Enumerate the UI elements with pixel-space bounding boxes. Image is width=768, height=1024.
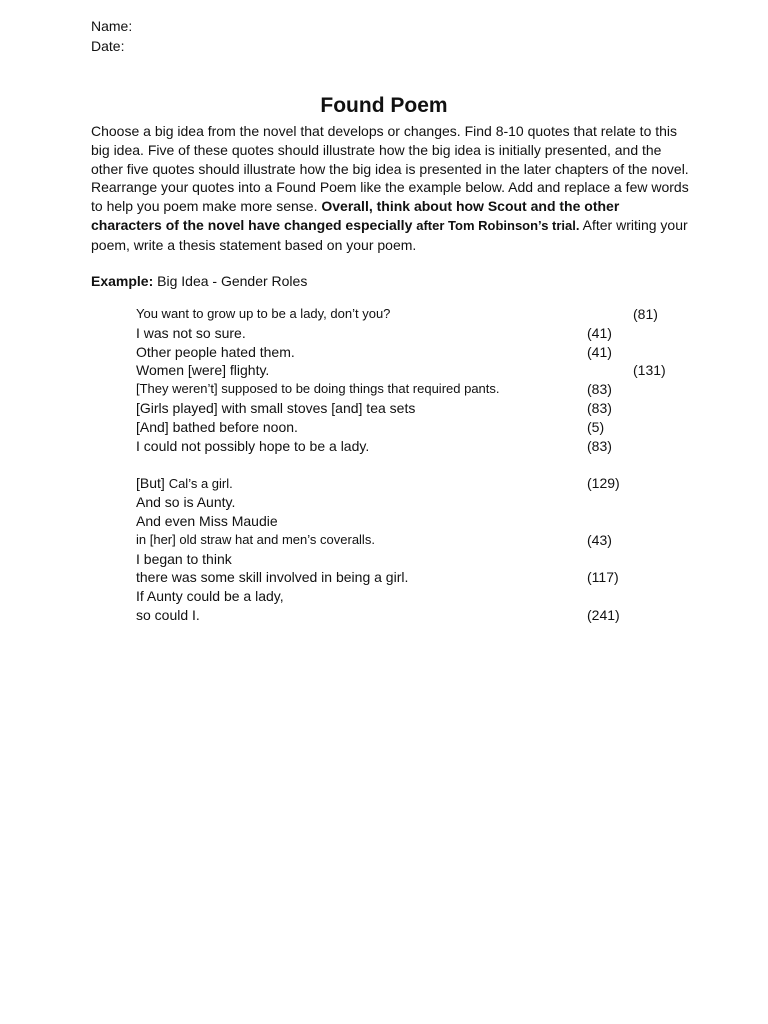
page-reference: (131) <box>633 362 666 379</box>
poem-quote: I began to think <box>136 550 232 567</box>
quote-text: Cal’s a girl. <box>168 476 233 492</box>
poem-quote: I could not possibly hope to be a lady. <box>136 437 370 454</box>
page-reference: (81) <box>633 306 658 322</box>
poem-quote: [Girls played] with small stoves [and] tea sets <box>136 399 416 416</box>
poem-line <box>136 418 696 437</box>
poem-line <box>136 343 696 362</box>
page-reference: (83) <box>587 399 612 416</box>
page-reference: (129) <box>587 475 620 492</box>
poem-line <box>136 361 696 380</box>
instructions-paragraph <box>91 122 691 255</box>
poem-quote: I was not so sure. <box>136 324 246 341</box>
poem-line <box>136 437 696 456</box>
stanza-break <box>136 455 696 474</box>
poem-line <box>136 324 696 343</box>
instructions-emphasis-trial: after Tom Robinson’s trial. <box>416 217 580 233</box>
poem-line <box>136 550 696 569</box>
poem-quote: Other people hated them. <box>136 343 295 360</box>
poem-line <box>136 399 696 418</box>
poem-line <box>136 587 696 606</box>
instructions-closing: After writing your poem, write a thesis statement based on your poem. <box>91 216 688 253</box>
poem-line <box>136 493 696 512</box>
poem-quote: You want to grow up to be a lady, don’t you? <box>136 306 391 321</box>
poem-quote: Women [were] flighty. <box>136 362 270 379</box>
example-big-idea: Big Idea - Gender Roles <box>157 273 308 289</box>
page-title: Found Poem <box>320 94 448 117</box>
instructions-text: Choose a big idea from the novel that develops or changes. Find 8-10 quotes that relate to this big idea. Five of these quotes should illustrate how the big idea is initially presented, and the other five quotes should illustrate how the big idea is presented in the later chapters of the novel. Rearrange your quotes into a Found Poem like the example below. Add and replace a few words to help you poem make more sense. <box>91 123 689 215</box>
bracket-lead: [But] <box>136 475 165 492</box>
instructions-emphasis: Overall, think about how Scout and the other characters of the novel have changed especially <box>91 198 620 233</box>
poem-quote: [They weren’t] supposed to be doing things that required pants. <box>136 381 500 397</box>
poem-line <box>136 380 696 399</box>
poem-quote: so could I. <box>136 606 200 623</box>
poem-quote: in [her] old straw hat and men’s coveralls. <box>136 531 375 547</box>
page-reference: (117) <box>587 569 619 586</box>
poem-quote: there was some skill involved in being a girl. <box>136 569 409 586</box>
poem-quote: And so is Aunty. <box>136 494 236 511</box>
page-reference: (41) <box>587 324 612 341</box>
poem-quote <box>136 474 233 494</box>
page-reference: (241) <box>587 606 620 623</box>
poem-line <box>136 512 696 531</box>
page-reference: (5) <box>587 418 605 435</box>
example-poem <box>136 305 696 625</box>
poem-line <box>136 531 696 550</box>
page-reference: (83) <box>587 437 612 454</box>
date-label: Date: <box>91 38 125 54</box>
poem-quote: If Aunty could be a lady, <box>136 588 284 605</box>
example-label: Example: <box>91 273 154 289</box>
name-label: Name: <box>91 18 133 34</box>
poem-quote: And even Miss Maudie <box>136 512 278 529</box>
poem-line <box>136 305 696 324</box>
poem-line <box>136 474 696 493</box>
poem-quote: [And] bathed before noon. <box>136 418 298 435</box>
example-heading <box>91 272 307 290</box>
page-reference: (83) <box>587 381 612 398</box>
poem-line <box>136 568 696 587</box>
poem-line <box>136 606 696 625</box>
page-reference: (43) <box>587 531 612 548</box>
page-reference: (41) <box>587 343 612 360</box>
